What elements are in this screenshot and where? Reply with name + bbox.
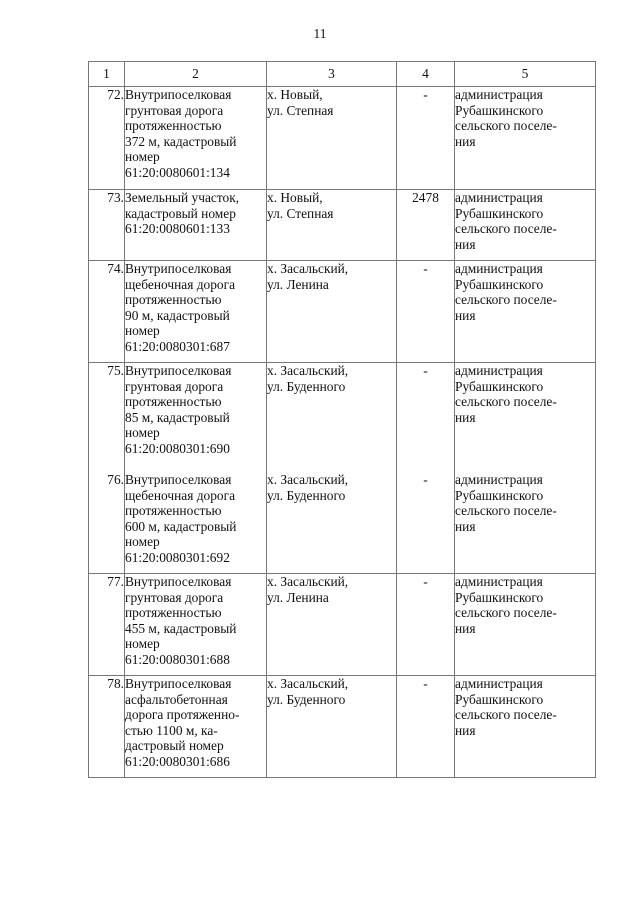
column-header: 2 xyxy=(125,62,267,87)
object-name: Внутрипоселковая щебеночная дорога протяженностью 90 м, кадастровый номер 61:20:0080301:687 xyxy=(125,261,267,363)
row-number: 72. xyxy=(89,87,125,190)
object-area: - xyxy=(397,261,455,363)
object-area: - xyxy=(397,574,455,676)
row-number: 77. xyxy=(89,574,125,676)
object-name: Внутрипоселковая грунтовая дорога протяженностью 372 м, кадастровый номер 61:20:0080601:134 xyxy=(125,87,267,190)
column-header: 3 xyxy=(267,62,397,87)
object-address: х. Засальский, ул. Ленина xyxy=(267,261,397,363)
object-address: х. Засальский, ул. Буденного xyxy=(267,472,397,574)
object-address: х. Засальский, ул. Ленина xyxy=(267,574,397,676)
object-holder: администрация Рубашкинского сельского поселе- ния xyxy=(455,676,596,778)
object-holder: администрация Рубашкинского сельского поселе- ния xyxy=(455,87,596,190)
page-number: 11 xyxy=(313,26,327,41)
object-name: Земельный участок, кадастровый номер 61:20:0080601:133 xyxy=(125,190,267,261)
object-address: х. Засальский, ул. Буденного xyxy=(267,676,397,778)
property-registry-table xyxy=(88,61,596,778)
table-row xyxy=(89,574,596,676)
row-number: 74. xyxy=(89,261,125,363)
table-header-row xyxy=(89,62,596,87)
column-header: 4 xyxy=(397,62,455,87)
object-holder: администрация Рубашкинского сельского поселе- ния xyxy=(455,261,596,363)
object-area: - xyxy=(397,676,455,778)
object-name: Внутрипоселковая грунтовая дорога протяженностью 455 м, кадастровый номер 61:20:0080301:688 xyxy=(125,574,267,676)
row-number: 76. xyxy=(89,472,125,574)
object-address: х. Новый, ул. Степная xyxy=(267,190,397,261)
table-row xyxy=(89,472,596,574)
object-holder: администрация Рубашкинского сельского поселе- ния xyxy=(455,190,596,261)
object-area: - xyxy=(397,472,455,574)
object-name: Внутрипоселковая щебеночная дорога протяженностью 600 м, кадастровый номер 61:20:0080301:692 xyxy=(125,472,267,574)
table-row xyxy=(89,261,596,363)
table-row xyxy=(89,676,596,778)
object-address: х. Новый, ул. Степная xyxy=(267,87,397,190)
object-holder: администрация Рубашкинского сельского поселе- ния xyxy=(455,472,596,574)
table-row xyxy=(89,190,596,261)
object-address: х. Засальский, ул. Буденного xyxy=(267,363,397,473)
object-name: Внутрипоселковая грунтовая дорога протяженностью 85 м, кадастровый номер 61:20:0080301:690 xyxy=(125,363,267,473)
column-header: 5 xyxy=(455,62,596,87)
object-holder: администрация Рубашкинского сельского поселе- ния xyxy=(455,363,596,473)
object-area: 2478 xyxy=(397,190,455,261)
column-header: 1 xyxy=(89,62,125,87)
object-area: - xyxy=(397,363,455,473)
object-area: - xyxy=(397,87,455,190)
object-holder: администрация Рубашкинского сельского поселе- ния xyxy=(455,574,596,676)
row-number: 75. xyxy=(89,363,125,473)
table-row xyxy=(89,363,596,473)
object-name: Внутрипоселковая асфальтобетонная дорога протяженно- стью 1100 м, ка- дастровый номер 61:20:0080301:686 xyxy=(125,676,267,778)
table-row xyxy=(89,87,596,190)
row-number: 78. xyxy=(89,676,125,778)
row-number: 73. xyxy=(89,190,125,261)
